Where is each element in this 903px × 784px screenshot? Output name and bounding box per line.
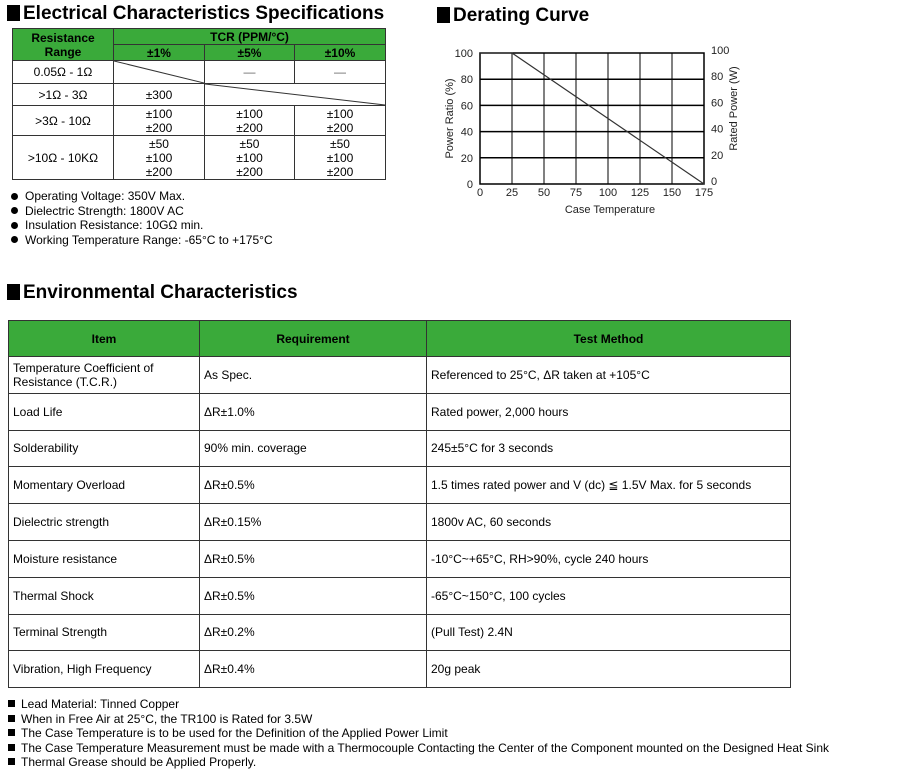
item-cell: Moisture resistance (9, 540, 200, 577)
table-row (9, 651, 791, 688)
requirement-cell: ΔR±0.4% (200, 651, 427, 688)
electrical-bullets (9, 189, 273, 247)
y-tick-label: 80 (460, 74, 473, 87)
tcr-cell: ±50 ±100 ±200 (114, 136, 205, 180)
item-cell: Load Life (9, 393, 200, 430)
square-bullet-icon (8, 729, 15, 736)
x-tick-label: 25 (505, 187, 519, 199)
item-cell: Thermal Shock (9, 577, 200, 614)
range-cell: 0.05Ω - 1Ω (13, 61, 114, 84)
x-tick-label: 50 (537, 187, 551, 199)
x-tick-label: 75 (569, 187, 583, 199)
tcr-cell: ±50 ±100 ±200 (295, 136, 386, 180)
header-col-1pct: ±1% (114, 45, 205, 61)
table-row (9, 430, 791, 467)
table-row (13, 106, 386, 136)
item-cell: Dielectric strength (9, 504, 200, 541)
diagonal-line-icon (205, 84, 385, 105)
test-method-cell: 1800v AC, 60 seconds (427, 504, 791, 541)
table-row (13, 61, 386, 84)
y-tick-label: 20 (460, 152, 473, 165)
y-tick-label: 100 (454, 48, 473, 60)
requirement-cell: ΔR±0.5% (200, 467, 427, 504)
header-resistance-range: Resistance Range (13, 29, 114, 61)
list-item: Dielectric Strength: 1800V AC (9, 204, 273, 219)
test-method-cell: -10°C~+65°C, RH>90%, cycle 240 hours (427, 540, 791, 577)
item-cell: Terminal Strength (9, 614, 200, 651)
square-bullet-icon (8, 758, 15, 765)
requirement-cell: 90% min. coverage (200, 430, 427, 467)
test-method-cell: Referenced to 25°C, ΔR taken at +105°C (427, 357, 791, 394)
table-row (9, 504, 791, 541)
derating-chart (437, 36, 747, 226)
electrical-title: Electrical Characteristics Specifications (7, 3, 384, 25)
x-tick-label: 0 (476, 187, 484, 199)
table-row (13, 136, 386, 180)
requirement-cell: ΔR±0.15% (200, 504, 427, 541)
y2-axis-label: Rated Power (W) (728, 66, 740, 151)
y-tick-label: 40 (460, 126, 473, 139)
test-method-cell: 1.5 times rated power and V (dc) ≦ 1.5V Max. for 5 seconds (427, 467, 791, 504)
diagonal-line-icon (114, 61, 204, 83)
derating-title: Derating Curve (437, 5, 589, 27)
range-cell: >3Ω - 10Ω (13, 106, 114, 136)
y-axis-label: Power Ratio (%) (444, 78, 456, 159)
x-tick-label: 175 (694, 187, 714, 199)
tcr-cell: ±50 ±100 ±200 (205, 136, 295, 180)
y-tick-label: 0 (466, 179, 473, 191)
header-test-method: Test Method (427, 321, 791, 357)
derating-line (480, 53, 704, 184)
item-cell: Temperature Coefficient of Resistance (T.C.R.) (9, 357, 200, 394)
table-row (9, 357, 791, 394)
bullet-icon (11, 193, 18, 200)
square-bullet-icon (8, 715, 15, 722)
plot-frame (480, 53, 704, 184)
item-cell: Solderability (9, 430, 200, 467)
list-item: Operating Voltage: 350V Max. (9, 189, 273, 204)
environmental-table (8, 320, 791, 688)
requirement-cell: ΔR±1.0% (200, 393, 427, 430)
range-cell: >10Ω - 10KΩ (13, 136, 114, 180)
tcr-table (12, 28, 386, 180)
not-applicable-cell (205, 84, 386, 106)
range-cell: >1Ω - 3Ω (13, 84, 114, 106)
item-cell: Vibration, High Frequency (9, 651, 200, 688)
test-method-cell: Rated power, 2,000 hours (427, 393, 791, 430)
x-axis-label: Case Temperature (564, 204, 656, 216)
list-item: The Case Temperature is to be used for the Definition of the Applied Power Limit (6, 726, 836, 741)
tcr-cell: ±100 ±200 (205, 106, 295, 136)
tcr-cell: ±100 ±200 (114, 106, 205, 136)
square-bullet-icon (437, 7, 450, 23)
x-tick-label: 150 (662, 187, 682, 199)
header-requirement: Requirement (200, 321, 427, 357)
list-item: When in Free Air at 25°C, the TR100 is Rated for 3.5W (6, 712, 836, 727)
square-bullet-icon (7, 5, 20, 21)
table-row (9, 614, 791, 651)
tcr-cell: ±100 ±200 (295, 106, 386, 136)
item-cell: Momentary Overload (9, 467, 200, 504)
square-bullet-icon (7, 284, 20, 300)
square-bullet-icon (8, 744, 15, 751)
y-tick-label: 60 (460, 100, 473, 113)
requirement-cell: ΔR±0.2% (200, 614, 427, 651)
y2-tick-label: 0 (711, 176, 718, 188)
requirement-cell: ΔR±0.5% (200, 577, 427, 614)
bullet-icon (11, 207, 18, 214)
test-method-cell: 245±5°C for 3 seconds (427, 430, 791, 467)
derating-chart-svg (437, 36, 747, 226)
notes-list (6, 697, 836, 770)
table-row (13, 84, 386, 106)
y2-tick-label: 20 (711, 149, 724, 162)
list-item: Lead Material: Tinned Copper (6, 697, 836, 712)
environmental-title: Environmental Characteristics (7, 282, 298, 304)
header-col-5pct: ±5% (205, 45, 295, 61)
y2-tick-label: 100 (711, 45, 730, 57)
table-row (9, 540, 791, 577)
y2-tick-label: 60 (711, 97, 724, 110)
table-row (9, 577, 791, 614)
table-row (9, 467, 791, 504)
square-bullet-icon (8, 700, 15, 707)
header-item: Item (9, 321, 200, 357)
x-tick-label: 100 (598, 187, 618, 199)
list-item: The Case Temperature Measurement must be made with a Thermocouple Contacting the Center of the Component mounted on the Designed Heat Sink (6, 741, 836, 756)
test-method-cell: 20g peak (427, 651, 791, 688)
table-row (9, 393, 791, 430)
list-item: Thermal Grease should be Applied Properly. (6, 755, 836, 770)
list-item: Insulation Resistance: 10GΩ min. (9, 218, 273, 233)
not-applicable-cell (114, 61, 205, 84)
list-item: Working Temperature Range: -65°C to +175°C (9, 233, 273, 248)
tcr-cell: — (295, 61, 386, 84)
requirement-cell: As Spec. (200, 357, 427, 394)
y2-tick-label: 80 (711, 71, 724, 84)
header-tcr: TCR (PPM/°C) (114, 29, 386, 45)
y2-tick-label: 40 (711, 123, 724, 136)
requirement-cell: ΔR±0.5% (200, 540, 427, 577)
header-col-10pct: ±10% (295, 45, 386, 61)
x-tick-label: 125 (630, 187, 650, 199)
bullet-icon (11, 222, 18, 229)
test-method-cell: (Pull Test) 2.4N (427, 614, 791, 651)
test-method-cell: -65°C~150°C, 100 cycles (427, 577, 791, 614)
tcr-cell: ±300 (114, 84, 205, 106)
bullet-icon (11, 236, 18, 243)
tcr-cell: — (205, 61, 295, 84)
